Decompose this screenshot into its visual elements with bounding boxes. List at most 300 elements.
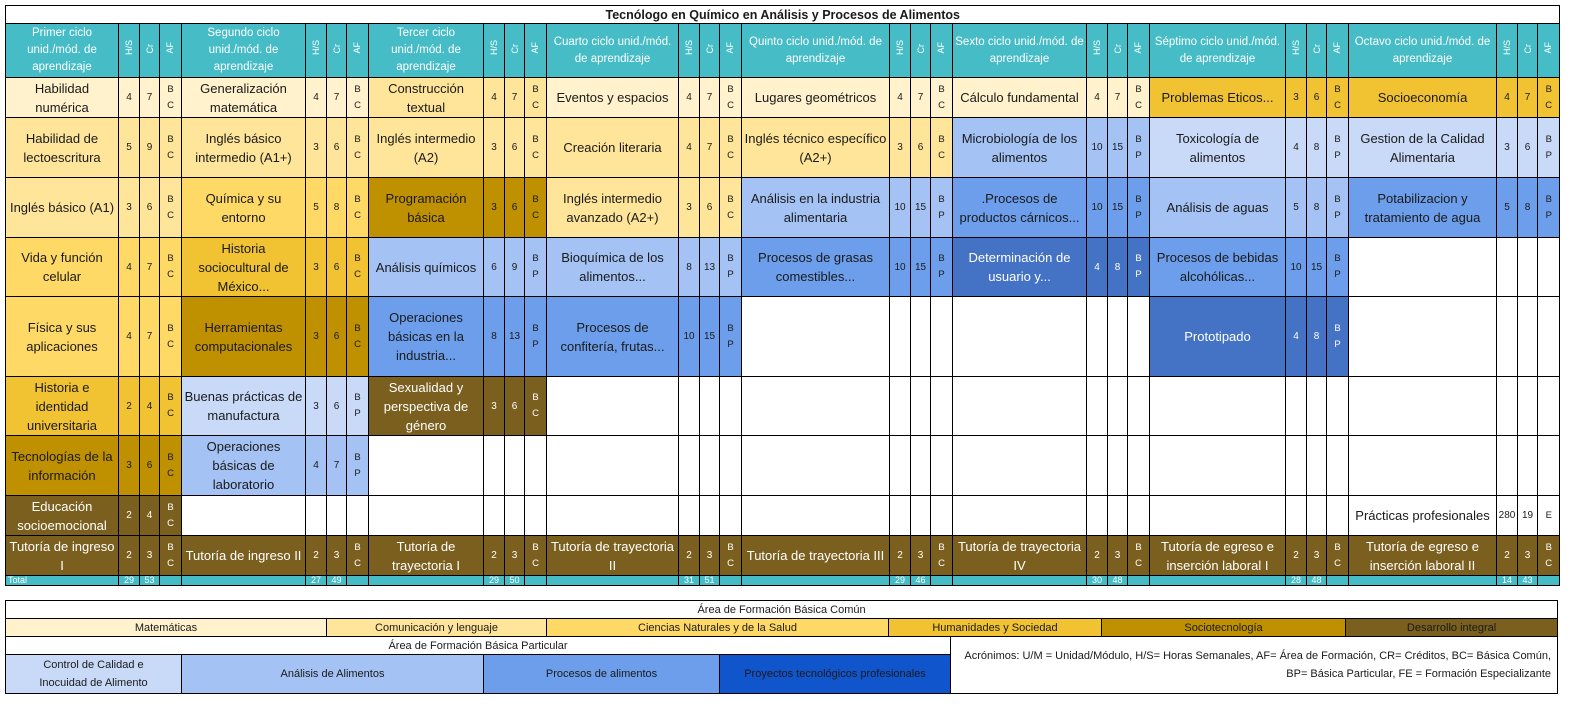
- unit-credits: 15: [700, 297, 720, 377]
- unit-name[interactable]: Análisis de aguas: [1150, 178, 1286, 238]
- total-hours: 27: [306, 576, 327, 586]
- column-header-label: Cr: [1523, 43, 1533, 53]
- empty-cell: [547, 436, 679, 496]
- unit-area-code: BC: [1135, 83, 1142, 111]
- unit-area-code: BC: [727, 193, 734, 221]
- total-credits: 51: [700, 576, 720, 586]
- unit-area-code: BC: [167, 541, 174, 569]
- empty-cell: [911, 297, 931, 377]
- unit-name[interactable]: Tutoría de trayectoria II: [547, 536, 679, 576]
- column-header-hs: [1286, 24, 1307, 78]
- empty-cell: [484, 436, 505, 496]
- unit-name[interactable]: Toxicología de alimentos: [1150, 118, 1286, 178]
- empty-cell: [720, 436, 742, 496]
- unit-name[interactable]: Operaciones básicas en la industria...: [369, 297, 484, 377]
- unit-area-code: BC: [938, 83, 945, 111]
- unit-name[interactable]: Vida y función celular: [6, 238, 119, 297]
- unit-hours: 3: [1497, 118, 1518, 178]
- unit-credits: 7: [700, 78, 720, 118]
- unit-name[interactable]: Inglés intermedio avanzado (A2+): [547, 178, 679, 238]
- unit-hours: 2: [1286, 536, 1307, 576]
- unit-name[interactable]: Generalización matemática: [182, 78, 306, 118]
- unit-area: [720, 78, 742, 118]
- unit-area: [347, 377, 369, 436]
- table-row: [6, 496, 1560, 536]
- total-hours: 28: [1286, 576, 1307, 586]
- unit-credits: 8: [327, 178, 347, 238]
- unit-area: [1128, 178, 1150, 238]
- unit-hours: 3: [306, 297, 327, 377]
- empty-cell: [1307, 496, 1327, 536]
- unit-area: [525, 178, 547, 238]
- total-spacer: [1327, 576, 1349, 586]
- unit-hours: 5: [1497, 178, 1518, 238]
- column-header-cr: [1108, 24, 1128, 78]
- column-header-label: AF: [1543, 41, 1554, 54]
- unit-area: [525, 118, 547, 178]
- unit-name[interactable]: Educación socioemocional: [6, 496, 119, 536]
- total-credits: 48: [1307, 576, 1327, 586]
- unit-area: [160, 297, 182, 377]
- empty-cell: [1128, 496, 1150, 536]
- unit-area: [525, 78, 547, 118]
- unit-area: [160, 78, 182, 118]
- curriculum-table: [5, 5, 1560, 586]
- column-header-hs: [306, 24, 327, 78]
- empty-cell: [547, 377, 679, 436]
- column-header-label: H/S: [895, 39, 905, 55]
- column-header-label: AF: [725, 41, 735, 54]
- legend-item-com: Comunicación y lenguaje: [327, 619, 547, 637]
- cycle-header: Octavo ciclo unid./mód. de aprendizaje: [1349, 24, 1497, 78]
- empty-cell: [679, 377, 700, 436]
- unit-credits: 6: [140, 436, 160, 496]
- unit-area: [525, 536, 547, 576]
- empty-cell: [1108, 297, 1128, 377]
- unit-name[interactable]: Prototipado: [1150, 297, 1286, 377]
- empty-cell: [742, 297, 890, 377]
- unit-credits: 15: [1108, 178, 1128, 238]
- unit-credits: 9: [140, 118, 160, 178]
- column-header-label: H/S: [684, 39, 694, 55]
- empty-cell: [1538, 377, 1560, 436]
- empty-cell: [742, 436, 890, 496]
- total-spacer: [182, 576, 306, 586]
- unit-area-code: BC: [354, 322, 361, 350]
- column-header-hs: [484, 24, 505, 78]
- unit-credits: 7: [140, 297, 160, 377]
- empty-cell: [911, 436, 931, 496]
- unit-area: [720, 118, 742, 178]
- unit-area-code: BC: [167, 501, 174, 529]
- unit-name[interactable]: Historia sociocultural de México...: [182, 238, 306, 297]
- unit-hours: 3: [306, 238, 327, 297]
- unit-area-code: BP: [727, 253, 734, 280]
- unit-name[interactable]: Procesos de grasas comestibles...: [742, 238, 890, 297]
- unit-area: [1538, 496, 1560, 536]
- unit-area: [347, 178, 369, 238]
- empty-cell: [1518, 297, 1538, 377]
- unit-credits: 13: [700, 238, 720, 297]
- unit-credits: 6: [505, 118, 525, 178]
- unit-area: [1327, 78, 1349, 118]
- unit-hours: 10: [890, 178, 911, 238]
- unit-hours: 4: [119, 238, 140, 297]
- total-spacer: [525, 576, 547, 586]
- unit-name[interactable]: Tutoría de ingreso I: [6, 536, 119, 576]
- legend-item-cie: Ciencias Naturales y de la Salud: [547, 619, 889, 637]
- column-header-af: [1128, 24, 1150, 78]
- empty-cell: [679, 436, 700, 496]
- unit-credits: 7: [327, 78, 347, 118]
- legend-item-proy: Proyectos tecnológicos profesionales: [720, 655, 951, 694]
- total-spacer: [1349, 576, 1497, 586]
- unit-name[interactable]: Herramientas computacionales: [182, 297, 306, 377]
- total-credits: 50: [505, 576, 525, 586]
- unit-credits: 7: [911, 78, 931, 118]
- unit-area-code: BC: [938, 541, 945, 569]
- unit-area: [931, 78, 953, 118]
- unit-area-code: BC: [167, 451, 174, 479]
- empty-cell: [1497, 436, 1518, 496]
- empty-cell: [327, 496, 347, 536]
- unit-hours: 3: [1286, 78, 1307, 118]
- unit-area-code: BC: [532, 541, 539, 569]
- unit-hours: 2: [306, 536, 327, 576]
- total-hours: 29: [119, 576, 140, 586]
- empty-cell: [1538, 436, 1560, 496]
- unit-area: [525, 297, 547, 377]
- unit-credits: 15: [1108, 118, 1128, 178]
- unit-hours: 2: [890, 536, 911, 576]
- unit-hours: 280: [1497, 496, 1518, 536]
- empty-cell: [1150, 377, 1286, 436]
- legend-basica-comun: [5, 600, 1558, 637]
- unit-name[interactable]: Gestion de la Calidad Alimentaria: [1349, 118, 1497, 178]
- total-credits: 46: [911, 576, 931, 586]
- unit-hours: 4: [890, 78, 911, 118]
- unit-name[interactable]: Tutoría de egreso e inserción laboral II: [1349, 536, 1497, 576]
- empty-cell: [1108, 496, 1128, 536]
- cycle-header: Segundo ciclo unid./mód. de aprendizaje: [182, 24, 306, 78]
- unit-name[interactable]: Bioquímica de los alimentos...: [547, 238, 679, 297]
- unit-name[interactable]: Inglés básico (A1): [6, 178, 119, 238]
- unit-area-code: BC: [167, 392, 174, 419]
- unit-credits: 19: [1518, 496, 1538, 536]
- column-header-hs: [679, 24, 700, 78]
- unit-credits: 7: [700, 118, 720, 178]
- unit-area-code: BC: [1334, 541, 1341, 569]
- empty-cell: [931, 436, 953, 496]
- column-header-hs: [890, 24, 911, 78]
- unit-name[interactable]: Tutoría de trayectoria III: [742, 536, 890, 576]
- column-header-cr: [700, 24, 720, 78]
- unit-area: [1538, 536, 1560, 576]
- unit-area: [160, 118, 182, 178]
- unit-area-code: BC: [727, 133, 734, 161]
- unit-name[interactable]: .Procesos de productos cárnicos...: [953, 178, 1087, 238]
- unit-area: [720, 536, 742, 576]
- unit-name[interactable]: Física y sus aplicaciones: [6, 297, 119, 377]
- unit-area-code: BP: [1135, 193, 1142, 221]
- unit-area-code: BP: [354, 392, 361, 419]
- legend-item-ctrl: Control de Calidad e Inocuidad de Alimento: [6, 655, 182, 694]
- unit-credits: 3: [505, 536, 525, 576]
- unit-area: [931, 238, 953, 297]
- unit-name[interactable]: Eventos y espacios: [547, 78, 679, 118]
- empty-cell: [1128, 377, 1150, 436]
- empty-cell: [525, 496, 547, 536]
- unit-hours: 4: [1286, 297, 1307, 377]
- empty-cell: [347, 496, 369, 536]
- unit-area-code: BC: [354, 193, 361, 221]
- empty-cell: [1087, 377, 1108, 436]
- column-header-label: AF: [1332, 41, 1342, 54]
- empty-cell: [1087, 496, 1108, 536]
- unit-name[interactable]: Potabilizacion y tratamiento de agua: [1349, 178, 1497, 238]
- unit-area: [347, 297, 369, 377]
- unit-credits: 6: [327, 297, 347, 377]
- unit-name[interactable]: Operaciones básicas de laboratorio: [182, 436, 306, 496]
- legend-item-mat: Matemáticas: [6, 619, 327, 637]
- table-row: [6, 436, 1560, 496]
- unit-credits: 8: [1307, 118, 1327, 178]
- unit-hours: 10: [1087, 118, 1108, 178]
- unit-area: [720, 297, 742, 377]
- unit-credits: 7: [505, 78, 525, 118]
- unit-hours: 2: [119, 536, 140, 576]
- empty-cell: [1538, 238, 1560, 297]
- unit-name[interactable]: Tutoría de egreso e inserción laboral I: [1150, 536, 1286, 576]
- unit-name[interactable]: Microbiología de los alimentos: [953, 118, 1087, 178]
- unit-name[interactable]: Buenas prácticas de manufactura: [182, 377, 306, 436]
- unit-name[interactable]: Habilidad de lectoescritura: [6, 118, 119, 178]
- unit-hours: 3: [890, 118, 911, 178]
- unit-name[interactable]: Tutoría de trayectoria IV: [953, 536, 1087, 576]
- total-spacer: [347, 576, 369, 586]
- unit-area: [720, 238, 742, 297]
- unit-name[interactable]: Análisis químicos: [369, 238, 484, 297]
- total-spacer: [369, 576, 484, 586]
- unit-area-code: BC: [1545, 83, 1553, 111]
- column-header-label: Cr: [916, 43, 926, 53]
- unit-area: [1538, 118, 1560, 178]
- unit-hours: 2: [679, 536, 700, 576]
- unit-credits: 7: [140, 78, 160, 118]
- unit-area-code: BC: [167, 193, 174, 221]
- unit-name[interactable]: Procesos de bebidas alcohólicas...: [1150, 238, 1286, 297]
- unit-hours: 10: [1286, 238, 1307, 297]
- unit-name[interactable]: Lugares geométricos: [742, 78, 890, 118]
- unit-area: [1327, 238, 1349, 297]
- table-row: [6, 238, 1560, 297]
- unit-area-code: BP: [938, 253, 945, 280]
- unit-hours: 4: [119, 297, 140, 377]
- unit-area: [525, 377, 547, 436]
- column-header-label: AF: [936, 41, 946, 54]
- unit-hours: 2: [119, 377, 140, 436]
- unit-name[interactable]: Socioeconomía: [1349, 78, 1497, 118]
- unit-name[interactable]: Inglés intermedio (A2): [369, 118, 484, 178]
- unit-name[interactable]: Creación literaria: [547, 118, 679, 178]
- column-header-af: [1538, 24, 1560, 78]
- unit-hours: 10: [679, 297, 700, 377]
- unit-area: [1327, 297, 1349, 377]
- unit-name[interactable]: Determinación de usuario y...: [953, 238, 1087, 297]
- unit-hours: 10: [890, 238, 911, 297]
- empty-cell: [679, 496, 700, 536]
- total-spacer: [547, 576, 679, 586]
- unit-area-code: BC: [1334, 83, 1341, 111]
- unit-credits: 8: [1307, 178, 1327, 238]
- empty-cell: [1307, 377, 1327, 436]
- total-spacer: [953, 576, 1087, 586]
- unit-hours: 3: [484, 178, 505, 238]
- total-spacer: [1128, 576, 1150, 586]
- empty-cell: [1349, 297, 1497, 377]
- column-header-label: H/S: [1502, 39, 1512, 55]
- unit-hours: 4: [306, 78, 327, 118]
- unit-area: [347, 78, 369, 118]
- unit-hours: 3: [306, 377, 327, 436]
- column-header-cr: [327, 24, 347, 78]
- empty-cell: [1307, 436, 1327, 496]
- unit-area: [720, 178, 742, 238]
- empty-cell: [890, 377, 911, 436]
- empty-cell: [1327, 377, 1349, 436]
- unit-area-code: BC: [938, 133, 945, 161]
- total-credits: 53: [140, 576, 160, 586]
- unit-area: [1538, 178, 1560, 238]
- empty-cell: [547, 496, 679, 536]
- unit-area-code: BP: [1545, 133, 1552, 161]
- unit-name[interactable]: Procesos de confitería, frutas...: [547, 297, 679, 377]
- empty-cell: [1087, 297, 1108, 377]
- unit-name[interactable]: Tecnologías de la información: [6, 436, 119, 496]
- unit-credits: 3: [1518, 536, 1538, 576]
- unit-credits: 6: [327, 377, 347, 436]
- unit-name[interactable]: Tutoría de trayectoria I: [369, 536, 484, 576]
- unit-area: [931, 178, 953, 238]
- unit-hours: 4: [1286, 118, 1307, 178]
- empty-cell: [1108, 377, 1128, 436]
- unit-credits: 3: [1307, 536, 1327, 576]
- empty-cell: [911, 496, 931, 536]
- unit-hours: 8: [679, 238, 700, 297]
- empty-cell: [720, 496, 742, 536]
- unit-area-code: BP: [938, 193, 945, 221]
- unit-credits: 9: [505, 238, 525, 297]
- unit-area: [1128, 78, 1150, 118]
- unit-name[interactable]: Problemas Eticos...: [1150, 78, 1286, 118]
- unit-hours: 3: [679, 178, 700, 238]
- unit-hours: 6: [484, 238, 505, 297]
- unit-credits: 6: [505, 178, 525, 238]
- empty-cell: [182, 496, 306, 536]
- column-header-label: AF: [1133, 41, 1143, 54]
- unit-area: [1327, 178, 1349, 238]
- unit-credits: 6: [327, 238, 347, 297]
- empty-cell: [931, 377, 953, 436]
- unit-area-code: BC: [167, 83, 174, 111]
- empty-cell: [953, 436, 1087, 496]
- empty-cell: [1108, 436, 1128, 496]
- unit-hours: 4: [1087, 78, 1108, 118]
- unit-area: [525, 238, 547, 297]
- cycle-header: Primer ciclo unid./mód. de aprendizaje: [6, 24, 119, 78]
- empty-cell: [1327, 496, 1349, 536]
- unit-name[interactable]: Análisis en la industria alimentaria: [742, 178, 890, 238]
- unit-area-code: BC: [167, 322, 174, 350]
- unit-hours: 4: [1497, 78, 1518, 118]
- unit-area-code: BP: [354, 451, 361, 479]
- unit-name[interactable]: Química y su entorno: [182, 178, 306, 238]
- unit-name[interactable]: Habilidad numérica: [6, 78, 119, 118]
- unit-area: [931, 536, 953, 576]
- unit-credits: 7: [1108, 78, 1128, 118]
- cycle-header: Tercer ciclo unid./mód. de aprendizaje: [369, 24, 484, 78]
- unit-area-code: BC: [727, 541, 734, 569]
- unit-area: [160, 238, 182, 297]
- cycle-header: Cuarto ciclo unid./mód. de aprendizaje: [547, 24, 679, 78]
- total-credits: 43: [1518, 576, 1538, 586]
- unit-area-code: BP: [1334, 322, 1341, 350]
- unit-hours: 3: [484, 118, 505, 178]
- unit-area-code: BC: [532, 392, 539, 419]
- unit-area: [160, 178, 182, 238]
- empty-cell: [505, 496, 525, 536]
- unit-name[interactable]: Inglés técnico específico (A2+): [742, 118, 890, 178]
- empty-cell: [1518, 238, 1538, 297]
- unit-credits: 6: [911, 118, 931, 178]
- empty-cell: [742, 377, 890, 436]
- empty-cell: [1349, 436, 1497, 496]
- unit-name[interactable]: Construcción textual: [369, 78, 484, 118]
- unit-name[interactable]: Tutoría de ingreso II: [182, 536, 306, 576]
- total-credits: 49: [327, 576, 347, 586]
- unit-area: [1128, 238, 1150, 297]
- unit-name[interactable]: Historia e identidad universitaria: [6, 377, 119, 436]
- unit-area-code: BC: [532, 133, 539, 161]
- unit-area-code: BP: [727, 322, 734, 350]
- unit-credits: 3: [140, 536, 160, 576]
- unit-credits: 3: [700, 536, 720, 576]
- column-header-label: H/S: [124, 39, 134, 55]
- cycle-header: Quinto ciclo unid./mód. de aprendizaje: [742, 24, 890, 78]
- unit-name[interactable]: Prácticas profesionales: [1349, 496, 1497, 536]
- legend-basica-particular: [5, 636, 1558, 694]
- unit-hours: 2: [1087, 536, 1108, 576]
- unit-area-code: BP: [532, 322, 539, 350]
- total-label: Total: [6, 576, 119, 586]
- unit-area-code: BC: [1135, 541, 1142, 569]
- acronyms-note: Acrónimos: U/M = Unidad/Módulo, H/S= Horas Semanales, AF= Área de Formación, CR= Créditos, BC= Básica Común, BP= Básica Particular, FE = Formación Especializante: [951, 637, 1558, 694]
- unit-name[interactable]: Programación básica: [369, 178, 484, 238]
- empty-cell: [890, 297, 911, 377]
- unit-hours: 4: [484, 78, 505, 118]
- unit-area-code: BP: [1334, 193, 1341, 221]
- column-header-label: Cr: [1312, 43, 1322, 53]
- legend-item-hum: Humanidades y Sociedad: [889, 619, 1102, 637]
- table-row: [6, 178, 1560, 238]
- unit-name[interactable]: Sexualidad y perspectiva de género: [369, 377, 484, 436]
- unit-name[interactable]: Inglés básico intermedio (A1+): [182, 118, 306, 178]
- column-header-label: Cr: [510, 43, 520, 53]
- page-title: Tecnólogo en Químico en Análisis y Procesos de Alimentos: [6, 6, 1560, 24]
- unit-name[interactable]: Cálculo fundamental: [953, 78, 1087, 118]
- empty-cell: [720, 377, 742, 436]
- column-header-label: Cr: [705, 43, 715, 53]
